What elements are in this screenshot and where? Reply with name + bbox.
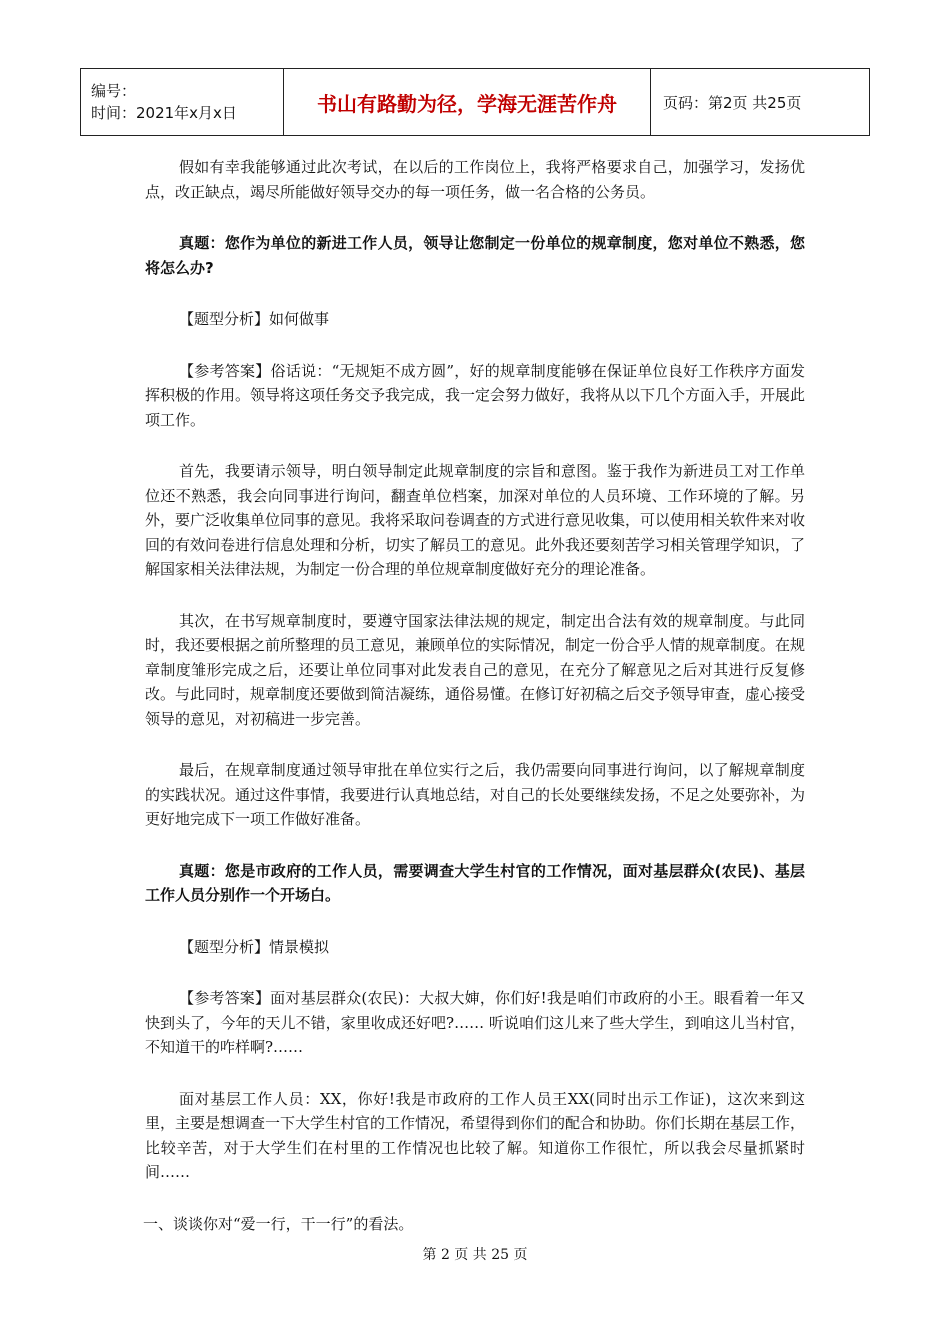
document-body bbox=[145, 155, 805, 1236]
header-page-info: 页码：第2页 共25页 bbox=[663, 93, 802, 112]
question-heading-2: 真题：您是市政府的工作人员，需要调查大学生村官的工作情况，面对基层群众(农民)、基层工作人员分别作一个开场白。 bbox=[145, 861, 805, 904]
page-footer: 第 2 页 共 25 页 bbox=[422, 1247, 528, 1263]
header-meta bbox=[81, 69, 284, 135]
answer-workers: 面对基层工作人员：XX，你好!我是市政府的工作人员王XX(同时出示工作证)，这次来到这里，主要是想调查一下大学生村官的工作情况，希望得到你们的配合和协助。你们长期在基层工作，比较辛苦，对于大学生们在村里的工作情况也比较了解。知道你工作很忙，所以我会尽量抓紧时间…… bbox=[145, 1089, 806, 1181]
document-date: 时间：2021年x月x日 bbox=[91, 104, 237, 122]
question-heading-1: 真题：您作为单位的新进工作人员，领导让您制定一份单位的规章制度，您对单位不熟悉，您将怎么办? bbox=[145, 234, 805, 277]
answer-step-last: 最后，在规章制度通过领导审批在单位实行之后，我仍需要向同事进行询问，以了解规章制度的实践状况。通过这件事情，我要进行认真地总结，对自己的长处要继续发扬，不足之处要弥补，为更好地完成下一项工作做好准备。 bbox=[145, 761, 806, 828]
answer-step-second: 其次，在书写规章制度时，要遵守国家法律法规的规定，制定出合法有效的规章制度。与此同时，我还要根据之前所整理的员工意见，兼顾单位的实际情况，制定一份合乎人情的规章制度。在规章制度雏形完成之后，还要让单位同事对此发表自己的意见，在充分了解意见之后对其进行反复修改。与此同时，规章制度还要做到简洁凝练，通俗易懂。在修订好初稿之后交予领导审查，虚心接受领导的意见，对初稿进一步完善。 bbox=[145, 611, 806, 728]
answer-intro-1: 【参考答案】俗话说：“无规矩不成方圆”，好的规章制度能够在保证单位良好工作秩序方面发挥积极的作用。领导将这项任务交予我完成，我一定会努力做好，我将从以下几个方面入手，开展此项工作。 bbox=[145, 361, 806, 429]
analysis-label-2: 【题型分析】情景模拟 bbox=[179, 937, 330, 956]
paragraph-conclusion: 假如有幸我能够通过此次考试，在以后的工作岗位上，我将严格要求自己，加强学习，发扬优点，改正缺点，竭尽所能做好领导交办的每一项任务，做一名合格的公务员。 bbox=[145, 158, 805, 201]
analysis-label-1: 【题型分析】如何做事 bbox=[179, 310, 330, 328]
header-table bbox=[80, 68, 870, 136]
question-item-1: 一、谈谈你对“爱一行，干一行”的看法。 bbox=[143, 1214, 414, 1233]
header-motto: 书山有路勤为径，学海无涯苦作舟 bbox=[284, 69, 651, 135]
document-number-label: 编号： bbox=[91, 82, 137, 100]
answer-intro-2: 【参考答案】面对基层群众(农民)：大叔大婶，你们好!我是咱们市政府的小王。眼看着一年又快到头了，今年的天儿不错，家里收成还好吧?…… 听说咱们这儿来了些大学生，到咱这儿当村官，不知道干的咋样啊?…… bbox=[145, 989, 805, 1056]
answer-step-first: 首先，我要请示领导，明白领导制定此规章制度的宗旨和意图。鉴于我作为新进员工对工作单位还不熟悉，我会向同事进行询问，翻查单位档案，加深对单位的人员环境、工作环境的了解。另外，要广泛收集单位同事的意见。我将采取问卷调查的方式进行意见收集，可以使用相关软件来对收回的有效问卷进行信息处理和分析，切实了解员工的意见。此外我还要刻苦学习相关管理学知识，了解国家相关法律法规，为制定一份合理的单位规章制度做好充分的理论准备。 bbox=[145, 462, 806, 578]
